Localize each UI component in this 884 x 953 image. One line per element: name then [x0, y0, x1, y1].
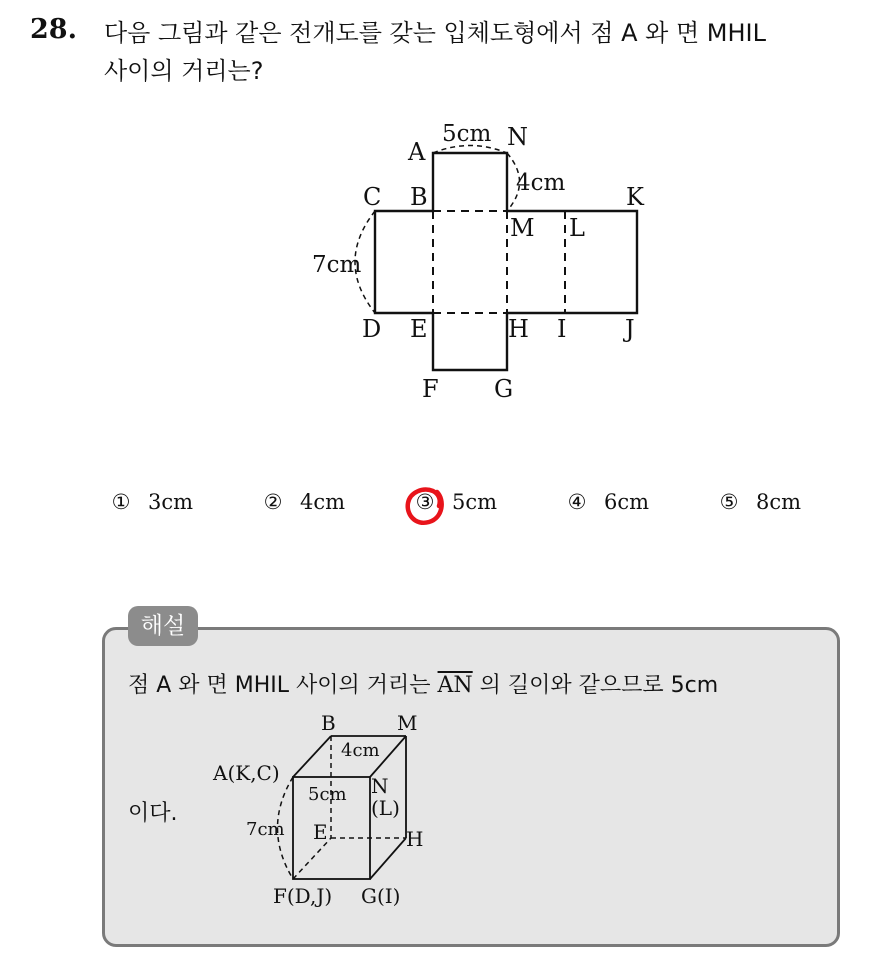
cuboid-dim-4: 4cm: [341, 740, 380, 761]
label-M: M: [510, 214, 535, 242]
label-E: E: [410, 315, 428, 343]
solution-text-after: 의 길이와 같으므로 5cm: [472, 673, 719, 698]
label-D: D: [362, 315, 382, 343]
choice-2-value: 4cm: [300, 490, 346, 514]
cuboid-dim-5: 5cm: [308, 784, 347, 805]
cuboid-label-AKC: A(K,C): [213, 761, 280, 785]
label-N: N: [507, 123, 528, 151]
dim-top: 5cm: [442, 121, 492, 147]
choice-3-number: ③: [415, 490, 435, 514]
solution-text-before: 점 A 와 면 MHIL 사이의 거리는: [128, 673, 438, 698]
label-G: G: [494, 375, 514, 403]
cuboid-label-GI: G(I): [361, 884, 401, 908]
label-F: F: [422, 375, 439, 403]
question-line-1: 다음 그림과 같은 전개도를 갖는 입체도형에서 점 A 와 면 MHIL: [104, 19, 766, 47]
cuboid-label-L: (L): [371, 796, 400, 820]
cuboid-label-E: E: [313, 820, 328, 844]
choice-3-value: 5cm: [452, 490, 498, 514]
choice-2-number: ②: [263, 490, 283, 514]
segment-an: $\overline{AN}$: [437, 673, 473, 698]
cuboid-label-B: B: [321, 711, 336, 735]
label-K: K: [626, 183, 644, 211]
choice-1-number: ①: [111, 490, 131, 514]
dim-right: 4cm: [516, 170, 566, 196]
question-number: 28.: [30, 14, 77, 45]
label-H: H: [508, 315, 529, 343]
label-A: A: [408, 138, 426, 166]
cuboid-edge-top-left: [293, 736, 331, 777]
question-line-2: 사이의 거리는?: [104, 57, 264, 85]
cuboid-label-FDJ: F(D,J): [273, 884, 333, 908]
choice-1-value: 3cm: [148, 490, 194, 514]
label-J: J: [625, 315, 635, 343]
cuboid-label-H: H: [406, 827, 424, 851]
label-I: I: [557, 315, 567, 343]
cuboid-label-N: N: [371, 774, 389, 798]
label-C: C: [363, 183, 382, 211]
solution-tag: 해설: [128, 606, 198, 646]
choice-5-number: ⑤: [719, 490, 739, 514]
cuboid-edge-bottom-right: [370, 838, 406, 879]
choice-4-number: ④: [567, 490, 587, 514]
cuboid-hidden-diagonal: [293, 838, 331, 879]
label-B: B: [410, 183, 428, 211]
cuboid-dim-7: 7cm: [246, 819, 285, 840]
solution-conclusion: 이다.: [128, 801, 178, 826]
cuboid-label-M: M: [397, 711, 418, 735]
dim-left: 7cm: [312, 252, 362, 278]
choice-4-value: 6cm: [604, 490, 650, 514]
choice-5-value: 8cm: [756, 490, 802, 514]
label-L: L: [569, 214, 585, 242]
